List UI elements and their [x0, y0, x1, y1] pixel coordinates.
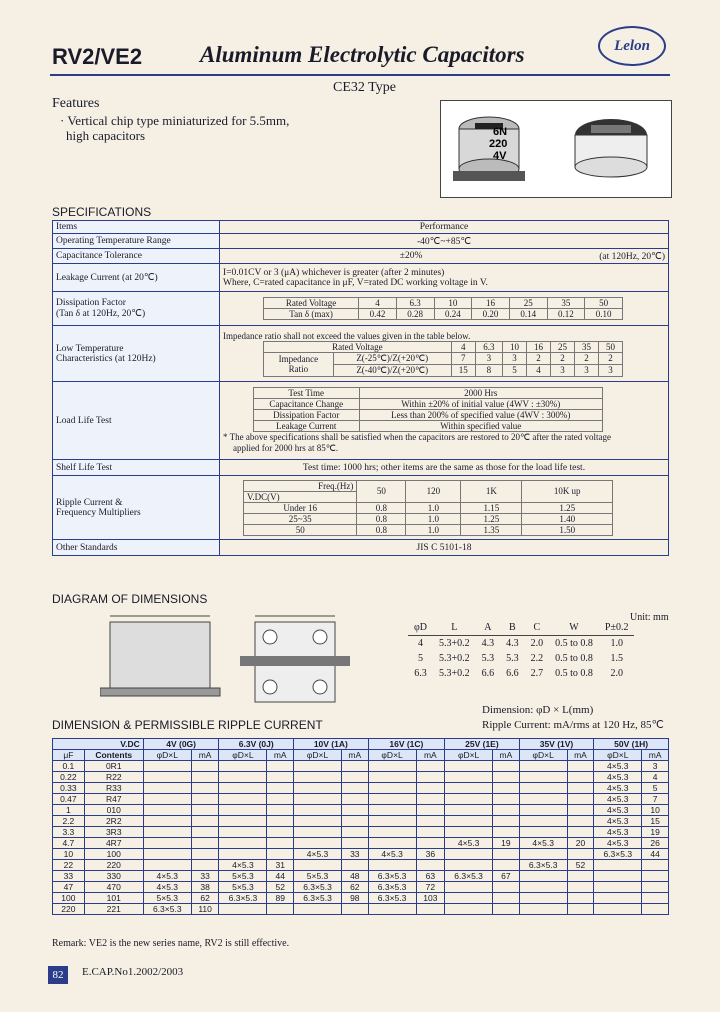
table-cell	[143, 860, 191, 871]
spec-value: I=0.01CV or 3 (μA) whichever is greater (after 2 minutes) Where, C=rated capacitance in μF, V=rated DC working voltage in V.	[220, 264, 669, 292]
table-cell	[493, 761, 520, 772]
table-cell	[594, 860, 642, 871]
table-cell	[445, 816, 493, 827]
table-cell	[368, 904, 416, 915]
table-cell	[294, 761, 342, 772]
table-cell	[143, 783, 191, 794]
table-cell	[642, 871, 669, 882]
table-cell: 5×5.3	[143, 893, 191, 904]
table-cell: 4×5.3	[594, 838, 642, 849]
table-cell	[519, 772, 567, 783]
table-cell: 6.3×5.3	[294, 882, 342, 893]
specifications-table	[52, 220, 669, 556]
table-cell: 10	[53, 849, 85, 860]
table-cell	[493, 783, 520, 794]
table-cell: 3.3	[53, 827, 85, 838]
low-temp-table: Rated Voltage 4 6.3 10 16 25 35 50 Impedance Ratio Z(-25℃)/Z(+20℃) 7 3 3 2 2 2 2 Z(-40℃)/Z(+20℃) 15 8 5 4 3 3 3	[263, 341, 623, 377]
table-cell: 6.3×5.3	[594, 849, 642, 860]
table-cell: 98	[342, 893, 369, 904]
table-cell	[416, 816, 445, 827]
table-cell	[267, 904, 294, 915]
table-cell: 31	[267, 860, 294, 871]
table-cell: 221	[84, 904, 143, 915]
table-cell	[368, 827, 416, 838]
ripple-table-heading: DIMENSION & PERMISSIBLE RIPPLE CURRENT	[52, 718, 323, 732]
table-cell	[445, 794, 493, 805]
table-cell: 4R7	[84, 838, 143, 849]
table-cell	[519, 761, 567, 772]
table-cell	[143, 849, 191, 860]
dimension-drawing-top	[240, 612, 370, 709]
table-cell: R22	[84, 772, 143, 783]
table-cell	[143, 794, 191, 805]
table-cell: 3R3	[84, 827, 143, 838]
table-cell: 110	[191, 904, 219, 915]
table-cell	[294, 772, 342, 783]
table-cell: 100	[84, 849, 143, 860]
table-cell: 0.33	[53, 783, 85, 794]
table-cell	[191, 827, 219, 838]
table-cell	[594, 904, 642, 915]
table-cell	[493, 772, 520, 783]
table-cell: 5×5.3	[294, 871, 342, 882]
unit-label: Unit: mm	[630, 612, 669, 623]
table-cell	[567, 783, 594, 794]
table-cell	[342, 860, 369, 871]
table-cell: 7	[642, 794, 669, 805]
table-cell	[267, 827, 294, 838]
table-cell	[493, 882, 520, 893]
series-name: RV2/VE2	[52, 44, 143, 69]
spec-label: Ripple Current & Frequency Multipliers	[53, 476, 220, 540]
table-cell: 36	[416, 849, 445, 860]
table-cell: 48	[342, 871, 369, 882]
table-row	[53, 794, 669, 805]
table-cell: 44	[267, 871, 294, 882]
table-cell: 6.3×5.3	[368, 871, 416, 882]
table-cell	[567, 761, 594, 772]
table-row	[53, 772, 669, 783]
table-cell	[294, 838, 342, 849]
table-cell: 4×5.3	[594, 794, 642, 805]
table-cell	[267, 783, 294, 794]
table-cell	[567, 794, 594, 805]
table-cell	[416, 805, 445, 816]
table-cell	[219, 904, 267, 915]
table-cell	[219, 783, 267, 794]
table-cell	[445, 849, 493, 860]
table-cell: 0.22	[53, 772, 85, 783]
table-cell: 1	[53, 805, 85, 816]
table-cell	[445, 783, 493, 794]
table-cell: 6.3×5.3	[519, 860, 567, 871]
table-cell: 6.3×5.3	[368, 882, 416, 893]
feature-item: high capacitors	[66, 128, 146, 143]
table-cell	[342, 783, 369, 794]
table-cell	[191, 772, 219, 783]
table-cell	[267, 794, 294, 805]
dissipation-cell	[220, 292, 669, 326]
spec-label: Operating Temperature Range	[53, 234, 220, 249]
table-cell	[519, 783, 567, 794]
table-cell: 4×5.3	[368, 849, 416, 860]
table-cell	[567, 871, 594, 882]
table-cell: 2.2	[53, 816, 85, 827]
capacitor-marking: 220	[489, 138, 508, 150]
type-label: CE32 Type	[333, 80, 396, 95]
table-row	[53, 849, 669, 860]
dissipation-table: Rated Voltage 4 6.3 10 16 25 35 50 Tan δ (max) 0.42 0.28 0.24 0.20 0.14 0.12 0.10	[263, 297, 623, 320]
table-cell: 4×5.3	[519, 838, 567, 849]
table-cell	[219, 772, 267, 783]
brand-logo: Lelon	[598, 26, 666, 66]
table-cell	[567, 805, 594, 816]
dimension-drawing-side	[100, 612, 230, 709]
table-cell: 72	[416, 882, 445, 893]
load-life-cell	[220, 382, 669, 460]
capacitor-photo	[440, 100, 672, 198]
low-temp-note: Impedance ratio shall not exceed the values given in the table below.	[223, 330, 471, 341]
table-row	[53, 761, 669, 772]
table-cell	[294, 783, 342, 794]
spec-label: Leakage Current (at 20℃)	[53, 264, 220, 292]
table-cell: 6.3×5.3	[219, 893, 267, 904]
table-cell: 22	[53, 860, 85, 871]
table-cell	[267, 838, 294, 849]
table-cell	[191, 794, 219, 805]
table-cell	[342, 816, 369, 827]
table-cell: 4×5.3	[594, 783, 642, 794]
table-cell	[294, 860, 342, 871]
table-cell	[594, 882, 642, 893]
table-cell	[642, 904, 669, 915]
table-cell	[493, 860, 520, 871]
table-cell	[267, 772, 294, 783]
table-cell: 15	[642, 816, 669, 827]
table-row	[53, 904, 669, 915]
table-cell: 470	[84, 882, 143, 893]
table-cell	[191, 849, 219, 860]
table-cell	[294, 805, 342, 816]
table-cell	[143, 816, 191, 827]
table-cell	[594, 871, 642, 882]
table-cell	[445, 882, 493, 893]
table-cell: 4.7	[53, 838, 85, 849]
table-cell	[519, 893, 567, 904]
table-cell	[191, 761, 219, 772]
load-life-note: * The above specifications shall be satisfied when the capacitors are restored to 20℃ after the rated voltage	[223, 432, 612, 442]
table-cell	[445, 893, 493, 904]
table-cell: 52	[567, 860, 594, 871]
table-cell	[342, 772, 369, 783]
table-cell	[567, 893, 594, 904]
table-cell	[368, 783, 416, 794]
low-temp-cell	[220, 326, 669, 382]
dissipation-row-label: Tan δ (max)	[264, 309, 359, 320]
table-cell	[519, 871, 567, 882]
table-cell	[368, 838, 416, 849]
table-cell: 4×5.3	[143, 882, 191, 893]
table-cell	[191, 816, 219, 827]
table-row	[53, 893, 669, 904]
table-cell	[368, 761, 416, 772]
table-row	[53, 838, 669, 849]
spec-value: -40℃~+85℃	[220, 234, 669, 249]
spec-label: Other Standards	[53, 540, 220, 556]
spec-label: Shelf Life Test	[53, 460, 220, 476]
table-cell: 26	[642, 838, 669, 849]
table-cell	[219, 761, 267, 772]
table-cell: 4×5.3	[219, 860, 267, 871]
table-cell	[368, 772, 416, 783]
table-cell	[567, 827, 594, 838]
table-cell	[519, 794, 567, 805]
table-cell: 33	[53, 871, 85, 882]
table-cell: 3	[642, 761, 669, 772]
table-cell: 19	[642, 827, 669, 838]
table-cell	[143, 761, 191, 772]
table-cell	[143, 805, 191, 816]
table-cell: 10	[642, 805, 669, 816]
features-heading: Features	[52, 96, 100, 111]
table-cell	[519, 827, 567, 838]
table-cell: 6.3×5.3	[143, 904, 191, 915]
table-cell	[493, 805, 520, 816]
table-cell	[219, 805, 267, 816]
table-cell	[342, 794, 369, 805]
table-cell	[368, 794, 416, 805]
table-cell	[294, 827, 342, 838]
table-cell	[294, 816, 342, 827]
table-cell: 38	[191, 882, 219, 893]
table-cell: 89	[267, 893, 294, 904]
spec-label: Load Life Test	[53, 382, 220, 460]
table-row	[53, 805, 669, 816]
table-cell	[519, 849, 567, 860]
table-cell	[642, 860, 669, 871]
table-row	[53, 860, 669, 871]
table-cell	[445, 904, 493, 915]
table-cell: 6.3×5.3	[294, 893, 342, 904]
table-cell: 4×5.3	[594, 761, 642, 772]
table-cell: 220	[84, 860, 143, 871]
feature-item: · Vertical chip type miniaturized for 5.5mm,	[60, 113, 290, 128]
table-cell	[642, 893, 669, 904]
table-cell: 5×5.3	[219, 871, 267, 882]
spec-value: Test time: 1000 hrs; other items are the same as those for the load life test.	[220, 460, 669, 476]
table-cell	[519, 882, 567, 893]
table-cell	[368, 805, 416, 816]
table-cell	[219, 838, 267, 849]
table-cell: 4×5.3	[294, 849, 342, 860]
table-cell: 4×5.3	[594, 772, 642, 783]
table-row	[53, 882, 669, 893]
table-cell	[567, 816, 594, 827]
table-cell	[493, 827, 520, 838]
table-cell: 330	[84, 871, 143, 882]
table-cell: 4×5.3	[594, 827, 642, 838]
ripple-mult-table: Freq.(Hz) 50 120 1K 10K up V.DC(V) Under 16 0.8 1.0 1.15 1.25 25~35 0.8 1.0 1.25 1.40 50 0.8 1.0 1.35 1.50	[243, 480, 613, 536]
table-cell	[519, 816, 567, 827]
table-cell: 20	[567, 838, 594, 849]
table-cell	[294, 794, 342, 805]
table-cell	[493, 904, 520, 915]
table-cell: 0R1	[84, 761, 143, 772]
table-cell	[368, 816, 416, 827]
table-cell	[219, 816, 267, 827]
table-cell	[267, 761, 294, 772]
table-cell	[416, 772, 445, 783]
table-cell	[493, 893, 520, 904]
table-cell: 100	[53, 893, 85, 904]
table-cell: 5×5.3	[219, 882, 267, 893]
table-cell: 47	[53, 882, 85, 893]
ripple-mult-cell	[220, 476, 669, 540]
table-cell	[342, 805, 369, 816]
table-cell: 62	[342, 882, 369, 893]
table-cell	[143, 838, 191, 849]
table-cell	[191, 838, 219, 849]
ripple-table: V.DC 4V (0G) 6.3V (0J) 10V (1A) 16V (1C) 25V (1E) 35V (1V) 50V (1H) μF Contents φD×L mA φD×L mA φD×L mA φD×L mA φD×L mA φD×L mA φD×L mA 0.1 0R1 4×5.3 3 0.22 R22 4×5.3 4 0.33 R33 4×5.3 5 0.47 R47 4×5.3 7 1 010 4×5.3 10 2.2 2R2 4×5.3 15 3.3 3R3 4×5.3 19 4.7 4R7 4×5.3 19 4×5.3 20 4×5.3 26 10 100 4×5.3 33 4×5.3 36 6.3×5.3 44 22 220 4×5.3 31 6.3×5.3 52 33 330 4×5.3 33 5×5.3 44 5×5.3 48 6.3×5.3 63 6.3×5.3 67 47 470 4×5.3 38 5×5.3 52 6.3×5.3 62 6.3×5.3 72 100 101 5×5.3 62 6.3×5.3 89 6.3×5.3 98 6.3×5.3 103 220 221 6.3×5.3 110	[52, 738, 669, 915]
table-cell	[519, 904, 567, 915]
spec-label: Capacitance Tolerance	[53, 249, 220, 264]
table-cell	[493, 816, 520, 827]
table-row	[53, 783, 669, 794]
diagram-heading: DIAGRAM OF DIMENSIONS	[52, 592, 208, 606]
spec-col-performance: Performance	[220, 221, 669, 234]
load-life-table: Test Time 2000 Hrs Capacitance Change Within ±20% of initial value (4WV : ±30%) Dissipation Factor Less than 200% of specified value (4WV : 300%) Leakage Current Within specified value	[253, 387, 603, 432]
table-cell	[368, 860, 416, 871]
table-cell	[342, 827, 369, 838]
spec-label: Dissipation Factor (Tan δ at 120Hz, 20℃)	[53, 292, 220, 326]
table-cell	[342, 761, 369, 772]
table-row	[53, 871, 669, 882]
table-cell	[416, 783, 445, 794]
table-cell: 67	[493, 871, 520, 882]
table-cell: 0.47	[53, 794, 85, 805]
table-cell	[567, 772, 594, 783]
table-cell: 33	[342, 849, 369, 860]
capacitor-marking: 6N	[493, 126, 508, 138]
table-cell: 44	[642, 849, 669, 860]
table-cell: 6.3×5.3	[368, 893, 416, 904]
table-cell	[219, 827, 267, 838]
table-cell: 220	[53, 904, 85, 915]
table-row	[53, 827, 669, 838]
table-cell: 52	[267, 882, 294, 893]
table-cell: 6.3×5.3	[445, 871, 493, 882]
table-cell	[267, 849, 294, 860]
table-cell	[445, 772, 493, 783]
table-cell	[416, 827, 445, 838]
table-cell	[342, 838, 369, 849]
table-cell	[445, 805, 493, 816]
table-cell	[416, 761, 445, 772]
table-cell: 2R2	[84, 816, 143, 827]
catalog-reference: E.CAP.No1.2002/2003	[82, 966, 184, 978]
table-cell: R47	[84, 794, 143, 805]
table-cell	[567, 882, 594, 893]
table-cell: 0.1	[53, 761, 85, 772]
table-cell	[191, 783, 219, 794]
spec-value: ±20% (at 120Hz, 20℃)	[220, 249, 669, 264]
table-cell	[416, 904, 445, 915]
table-cell: 33	[191, 871, 219, 882]
table-cell	[567, 849, 594, 860]
page-title: Aluminum Electrolytic Capacitors	[200, 42, 525, 67]
spec-note: (at 120Hz, 20℃)	[599, 251, 665, 262]
header-rule	[50, 74, 670, 76]
table-cell	[567, 904, 594, 915]
table-cell: 4×5.3	[445, 838, 493, 849]
table-cell: 62	[191, 893, 219, 904]
table-cell	[191, 805, 219, 816]
table-cell	[416, 860, 445, 871]
table-cell	[594, 893, 642, 904]
capacitor-marking: 4V	[493, 150, 507, 162]
table-cell: 63	[416, 871, 445, 882]
table-cell: 4×5.3	[594, 805, 642, 816]
table-cell: 101	[84, 893, 143, 904]
table-cell	[445, 827, 493, 838]
table-cell: 4	[642, 772, 669, 783]
table-cell	[267, 816, 294, 827]
remark: Remark: VE2 is the new series name, RV2 is still effective.	[52, 938, 290, 949]
table-cell	[642, 882, 669, 893]
table-row	[53, 816, 669, 827]
table-cell	[416, 794, 445, 805]
table-cell	[493, 794, 520, 805]
table-cell	[493, 849, 520, 860]
table-cell	[445, 761, 493, 772]
table-cell: 19	[493, 838, 520, 849]
specifications-heading: SPECIFICATIONS	[52, 205, 152, 219]
table-cell	[219, 849, 267, 860]
table-cell	[519, 805, 567, 816]
table-cell: 4×5.3	[594, 816, 642, 827]
table-cell	[143, 772, 191, 783]
table-cell	[445, 860, 493, 871]
table-cell	[416, 838, 445, 849]
spec-value: JIS C 5101-18	[220, 540, 669, 556]
table-cell: R33	[84, 783, 143, 794]
table-cell	[294, 904, 342, 915]
table-cell	[143, 827, 191, 838]
dimension-table: φD L A B C W P±0.2 4 5.3+0.2 4.3 4.3 2.0 0.5 to 0.8 1.0 5 5.3+0.2 5.3 5.3 2.2 0.5 to 0.8 1.5 6.3 5.3+0.2 6.6 6.6 2.7 0.5 to 0.8 2.0	[408, 620, 634, 681]
table-cell	[267, 805, 294, 816]
table-cell	[342, 904, 369, 915]
spec-label: Low Temperature Characteristics (at 120Hz)	[53, 326, 220, 382]
table-cell: 103	[416, 893, 445, 904]
table-cell: 010	[84, 805, 143, 816]
table-cell	[219, 794, 267, 805]
dissipation-hdr: Rated Voltage	[264, 298, 359, 309]
table-cell: 4×5.3	[143, 871, 191, 882]
table-cell	[191, 860, 219, 871]
page-number: 82	[48, 966, 68, 984]
ripple-note: Ripple Current: mA/rms at 120 Hz, 85℃	[482, 719, 664, 731]
spec-col-items: Items	[53, 221, 220, 234]
table-cell: 5	[642, 783, 669, 794]
dimension-note: Dimension: φD × L(mm)	[482, 704, 594, 716]
load-life-note: applied for 2000 hrs at 85℃.	[233, 443, 339, 453]
